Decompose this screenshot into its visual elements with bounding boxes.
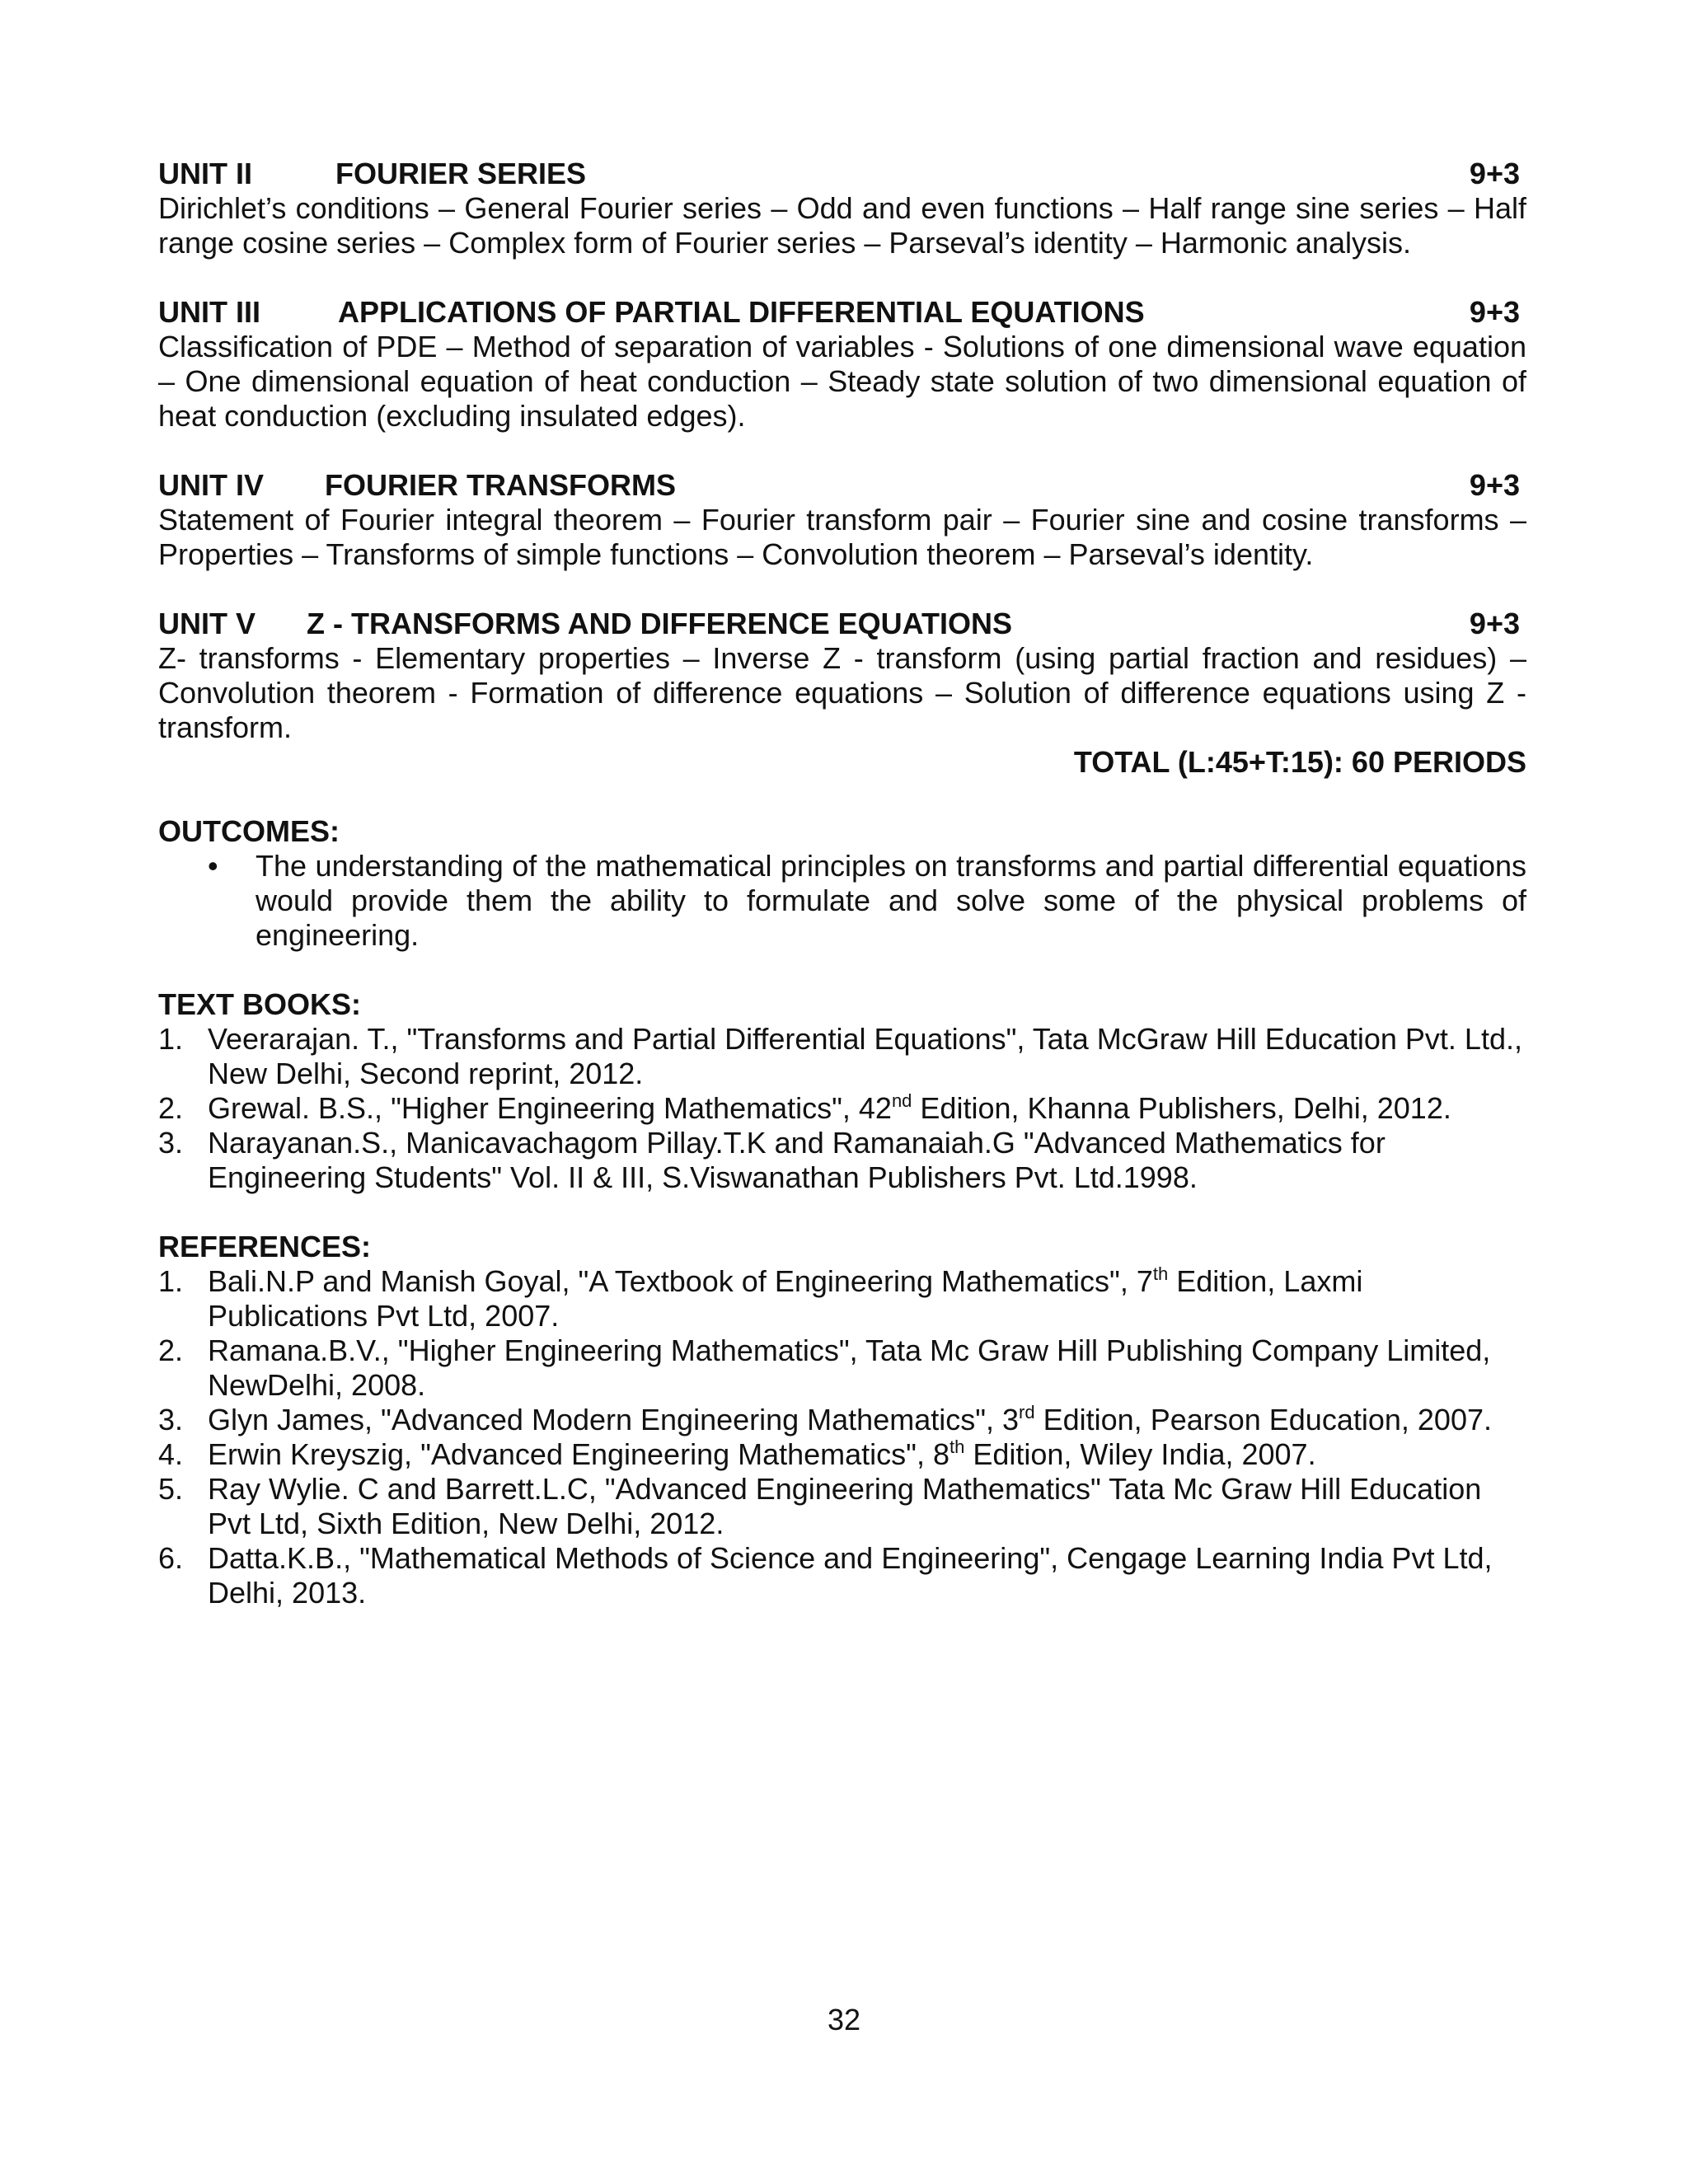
item-number: 3. bbox=[158, 1403, 184, 1436]
unit-2 bbox=[158, 157, 1526, 260]
item-number: 1. bbox=[158, 1022, 184, 1056]
unit-body: Statement of Fourier integral theorem – Fourier transform pair – Fourier sine and cosine transforms – Properties – Transforms of simple functions – Convolution theorem – Parseval’s identity. bbox=[158, 503, 1526, 571]
bullet-icon: • bbox=[208, 849, 218, 883]
unit-heading bbox=[158, 157, 1526, 191]
item-text: Datta.K.B., "Mathematical Methods of Science and Engineering", Cengage Learning India Pvt Ltd, Delhi, 2013. bbox=[208, 1541, 1493, 1610]
unit-hours: 9+3 bbox=[1469, 157, 1520, 190]
textbooks-heading: TEXT BOOKS: bbox=[158, 987, 362, 1021]
item-number: 2. bbox=[158, 1091, 184, 1125]
item-number: 6. bbox=[158, 1541, 184, 1575]
list-item bbox=[158, 1472, 1526, 1541]
unit-title: APPLICATIONS OF PARTIAL DIFFERENTIAL EQUATIONS bbox=[338, 295, 1145, 329]
references-heading: REFERENCES: bbox=[158, 1230, 372, 1263]
item-number: 5. bbox=[158, 1472, 184, 1506]
page-number: 32 bbox=[827, 2003, 861, 2036]
superscript: th bbox=[949, 1436, 965, 1457]
list-item bbox=[158, 1541, 1526, 1610]
unit-body: Z- transforms - Elementary properties – Inverse Z - transform (using partial fraction and residues) – Convolution theorem - Formation of difference equations – Solution of difference equations using Z - transform. bbox=[158, 641, 1526, 744]
item-text: Bali.N.P and Manish Goyal, "A Textbook of Engineering Mathematics", 7 bbox=[208, 1264, 1153, 1298]
superscript: th bbox=[1152, 1263, 1169, 1284]
item-text-cont: Edition, Khanna Publishers, Delhi, 2012. bbox=[912, 1091, 1451, 1125]
item-text: Glyn James, "Advanced Modern Engineering Mathematics", 3 bbox=[208, 1403, 1020, 1436]
unit-number: UNIT V bbox=[158, 607, 256, 640]
outcomes-list bbox=[158, 849, 1526, 953]
unit-title: FOURIER SERIES bbox=[335, 157, 587, 190]
item-number: 1. bbox=[158, 1264, 184, 1298]
list-item bbox=[158, 1403, 1526, 1437]
list-item bbox=[158, 1437, 1526, 1472]
total-periods: TOTAL (L:45+T:15): 60 PERIODS bbox=[1073, 745, 1526, 779]
item-text-cont: Edition, Wiley India, 2007. bbox=[964, 1437, 1316, 1471]
item-text: Grewal. B.S., "Higher Engineering Mathematics", 42 bbox=[208, 1091, 892, 1125]
unit-hours: 9+3 bbox=[1469, 468, 1520, 502]
references-list bbox=[158, 1264, 1526, 1610]
unit-heading bbox=[158, 607, 1526, 641]
unit-body: Dirichlet’s conditions – General Fourier series – Odd and even functions – Half range sine series – Half range cosine series – Complex form of Fourier series – Parseval’s identity – Harmonic analysis. bbox=[158, 191, 1526, 260]
item-text: Erwin Kreyszig, "Advanced Engineering Mathematics", 8 bbox=[208, 1437, 950, 1471]
unit-hours: 9+3 bbox=[1469, 607, 1520, 640]
unit-heading bbox=[158, 468, 1526, 503]
list-item bbox=[158, 1091, 1526, 1126]
list-item bbox=[158, 1333, 1526, 1403]
item-text: Ramana.B.V., "Higher Engineering Mathematics", Tata Mc Graw Hill Publishing Company Limited, NewDelhi, 2008. bbox=[208, 1333, 1491, 1402]
unit-4 bbox=[158, 468, 1526, 572]
superscript: nd bbox=[891, 1090, 912, 1111]
unit-number: UNIT III bbox=[158, 295, 260, 329]
unit-body: Classification of PDE – Method of separation of variables - Solutions of one dimensional wave equation – One dimensional equation of heat conduction – Steady state solution of two dimensional equation of heat conduction (excluding insulated edges). bbox=[158, 330, 1526, 433]
outcome-text: The understanding of the mathematical principles on transforms and partial differential equations would provide them the ability to formulate and solve some of the physical problems of engineering. bbox=[256, 849, 1526, 952]
unit-number: UNIT II bbox=[158, 157, 252, 190]
unit-5 bbox=[158, 607, 1526, 745]
unit-title: FOURIER TRANSFORMS bbox=[325, 468, 676, 502]
item-text: Ray Wylie. C and Barrett.L.C, "Advanced Engineering Mathematics" Tata Mc Graw Hill Education Pvt Ltd, Sixth Edition, New Delhi, 2012. bbox=[208, 1472, 1482, 1540]
item-number: 4. bbox=[158, 1437, 184, 1471]
unit-heading bbox=[158, 295, 1526, 330]
item-number: 3. bbox=[158, 1126, 184, 1160]
list-item bbox=[158, 1022, 1526, 1091]
unit-number: UNIT IV bbox=[158, 468, 265, 502]
document-page bbox=[158, 157, 1526, 1610]
item-text: Veerarajan. T., "Transforms and Partial Differential Equations", Tata McGraw Hill Education Pvt. Ltd., New Delhi, Second reprint, 2012. bbox=[208, 1022, 1522, 1090]
list-item bbox=[158, 849, 1526, 953]
item-text-cont: Edition, Pearson Education, 2007. bbox=[1034, 1403, 1492, 1436]
list-item bbox=[158, 1126, 1526, 1195]
unit-title: Z - TRANSFORMS AND DIFFERENCE EQUATIONS bbox=[307, 607, 1012, 640]
unit-hours: 9+3 bbox=[1469, 295, 1520, 329]
superscript: rd bbox=[1019, 1402, 1035, 1422]
item-text: Narayanan.S., Manicavachagom Pillay.T.K and Ramanaiah.G "Advanced Mathematics for Engineering Students" Vol. II & III, S.Viswanathan Publishers Pvt. Ltd.1998. bbox=[208, 1126, 1386, 1194]
unit-3 bbox=[158, 295, 1526, 434]
outcomes-heading: OUTCOMES: bbox=[158, 814, 340, 848]
textbooks-list bbox=[158, 1022, 1526, 1195]
item-text-cont: Edition, Laxmi Publications Pvt Ltd, 2007. bbox=[208, 1264, 1363, 1333]
item-number: 2. bbox=[158, 1333, 184, 1367]
list-item bbox=[158, 1264, 1526, 1333]
